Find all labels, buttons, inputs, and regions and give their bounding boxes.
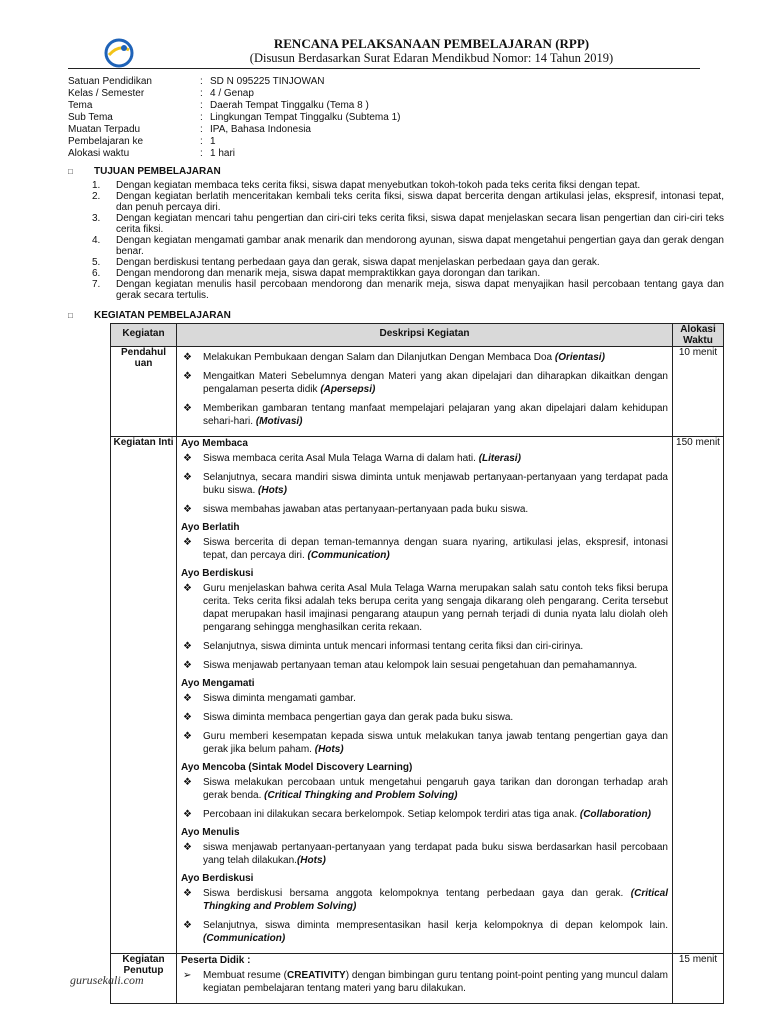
activity-item bbox=[181, 919, 668, 945]
activity-item bbox=[181, 711, 668, 724]
diamond-bullet-icon: ❖ bbox=[183, 641, 192, 652]
tujuan-item bbox=[92, 257, 724, 268]
activity-item-text bbox=[203, 640, 583, 653]
identity-value: Lingkungan Tempat Tinggalku (Subtema 1) bbox=[210, 112, 401, 123]
tujuan-item-text: Dengan berdiskusi tentang perbedaan gaya dan gerak, siswa dapat menjelaskan perbedaan gaya dan gerak. bbox=[116, 257, 600, 268]
identity-row bbox=[68, 100, 708, 112]
activity-item-text bbox=[203, 582, 668, 634]
penutup-description bbox=[177, 954, 673, 1004]
activity-item bbox=[181, 471, 668, 497]
diamond-bullet-icon: ❖ bbox=[183, 472, 192, 483]
tujuan-item bbox=[92, 191, 724, 213]
diamond-bullet-icon: ❖ bbox=[183, 371, 192, 382]
pendahuluan-label: Pendahul uan bbox=[111, 347, 177, 437]
document-subtitle: (Disusun Berdasarkan Surat Edaran Mendikbud Nomor: 14 Tahun 2019) bbox=[249, 51, 614, 65]
activity-item bbox=[181, 841, 668, 867]
kegiatan-heading bbox=[68, 310, 231, 321]
activity-text: Siswa berdiskusi bersama anggota kelompoknya tentang perbedaan gaya dan gerak. bbox=[203, 888, 631, 899]
diamond-bullet-icon: ❖ bbox=[183, 403, 192, 414]
activity-text: Selanjutnya, siswa diminta untuk mencari informasi tentang cerita fiksi dan ciri-cirinya. bbox=[203, 641, 584, 652]
diamond-bullet-icon: ❖ bbox=[183, 504, 192, 515]
activity-text-bold: CREATIVITY bbox=[287, 970, 346, 981]
activity-tag: (Orientasi) bbox=[554, 352, 605, 363]
diamond-bullet-icon: ❖ bbox=[183, 842, 192, 853]
activity-text: Percobaan ini dilakukan secara berkelompok. Setiap kelompok terdiri atas tiga anak. bbox=[203, 809, 580, 820]
header-kegiatan: Kegiatan bbox=[111, 324, 177, 347]
activity-item-text bbox=[203, 536, 668, 562]
activity-tag: (Critical Thingking and Problem Solving) bbox=[203, 888, 668, 912]
activity-item bbox=[181, 370, 668, 396]
activity-tag: (Hots) bbox=[314, 744, 344, 755]
identity-label: Alokasi waktu bbox=[68, 148, 130, 159]
activity-text: Siswa diminta membaca pengertian gaya dan gerak pada buku siswa. bbox=[203, 712, 514, 723]
diamond-bullet-icon: ❖ bbox=[183, 352, 192, 363]
identity-colon: : bbox=[200, 112, 203, 123]
activity-text-post: ) dengan bimbingan guru tentang point-point penting yang muncul dalam kegiatan pembelajaran tentang materi yang baru dilakukan. bbox=[203, 970, 669, 994]
identity-colon: : bbox=[200, 88, 203, 99]
activity-text: Memberikan gambaran tentang manfaat mempelajari pelajaran yang akan dipelajari dalam kehidupan sehari-hari. bbox=[203, 403, 668, 427]
tujuan-item-text: Dengan kegiatan mengamati gambar anak menarik dan mendorong ayunan, siswa dapat mengetahui pengertian gaya dan gerak dengan benar. bbox=[116, 235, 724, 257]
tujuan-item-number: 3. bbox=[92, 213, 101, 224]
diamond-bullet-icon: ❖ bbox=[183, 712, 192, 723]
tujuan-item-text: Dengan kegiatan mencari tahu pengertian dan ciri-ciri teks cerita fiksi, siswa dapat menjelaskan secara lisan pengertian dan ciri-ciri teks cerita fiksi. bbox=[116, 213, 724, 235]
pendahuluan-row bbox=[111, 347, 724, 437]
diamond-bullet-icon: ❖ bbox=[183, 537, 192, 548]
activity-item-text bbox=[203, 776, 668, 802]
header-deskripsi: Deskripsi Kegiatan bbox=[177, 324, 673, 347]
activity-text: Mengaitkan Materi Sebelumnya dengan Materi yang akan dipelajari dan diharapkan dikaitkan dengan pengalaman peserta didik bbox=[203, 371, 668, 395]
document-title: RENCANA PELAKSANAAN PEMBELAJARAN (RPP) bbox=[273, 36, 590, 51]
activity-item bbox=[181, 402, 668, 428]
activity-item bbox=[181, 887, 668, 913]
diamond-bullet-icon: ❖ bbox=[183, 888, 192, 899]
diamond-bullet-icon: ❖ bbox=[183, 809, 192, 820]
pendahuluan-alokasi: 10 menit bbox=[673, 347, 724, 437]
activity-tag: (Communication) bbox=[307, 550, 390, 561]
identity-row bbox=[68, 112, 708, 124]
tujuan-item-number: 4. bbox=[92, 235, 101, 246]
activity-item-text bbox=[203, 730, 668, 756]
activity-item-text bbox=[203, 692, 356, 705]
activity-text: Siswa diminta mengamati gambar. bbox=[203, 693, 356, 704]
activity-group-title: Ayo Menulis bbox=[181, 827, 240, 838]
activity-item-text bbox=[203, 659, 637, 672]
activity-tag: (Critical Thingking and Problem Solving) bbox=[264, 790, 458, 801]
activity-text: Selanjutnya, siswa diminta mempresentasikan hasil kerja kelompoknya di depan kelompok lain. bbox=[203, 920, 668, 931]
tujuan-item-number: 6. bbox=[92, 268, 101, 279]
tujuan-item bbox=[92, 279, 724, 301]
activity-item-text bbox=[203, 887, 668, 913]
activity-item-text bbox=[203, 969, 668, 995]
identity-label: Tema bbox=[68, 100, 93, 111]
tujuan-item bbox=[92, 235, 724, 257]
activity-group-title: Ayo Berdiskusi bbox=[181, 568, 254, 579]
activity-text: Guru menjelaskan bahwa cerita Asal Mula Telaga Warna merupakan salah satu contoh teks fiksi berupa cerita. Teks cerita fiksi adalah teks berupa cerita yang sengaja dikarang oleh pengarang. Cerita tersebut dapat merupakan hasil imajinasi pengarang ataupun yang pernah terjadi di dunia nyata lalu diolah oleh pengarang sehingga menghasilkan cerita rekaan. bbox=[203, 583, 668, 633]
tujuan-item bbox=[92, 268, 724, 279]
tujuan-item-number: 2. bbox=[92, 191, 101, 202]
activity-text: Siswa membaca cerita Asal Mula Telaga Warna di dalam hati. bbox=[203, 453, 479, 464]
tujuan-item-text: Dengan kegiatan menulis hasil percobaan mendorong dan menarik meja, siswa dapat menyajikan hasil percobaan tentang gaya dan gerak secara tertulis. bbox=[116, 279, 724, 301]
inti-label: Kegiatan Inti bbox=[111, 437, 177, 954]
identity-label: Kelas / Semester bbox=[68, 88, 145, 99]
identity-value: 1 bbox=[210, 136, 216, 147]
activity-item-text bbox=[203, 351, 605, 364]
identity-colon: : bbox=[200, 76, 203, 87]
diamond-bullet-icon: ❖ bbox=[183, 453, 192, 464]
diamond-bullet-icon: ❖ bbox=[183, 777, 192, 788]
tujuan-item-text: Dengan mendorong dan menarik meja, siswa dapat mempraktikkan gaya dorongan dan tarikan. bbox=[116, 268, 541, 279]
activity-item bbox=[181, 776, 668, 802]
activity-tag: (Motivasi) bbox=[255, 416, 303, 427]
activity-text-pre: Membuat resume ( bbox=[203, 970, 288, 981]
activity-group-title: Ayo Berlatih bbox=[181, 522, 240, 533]
activity-group-title: Ayo Mengamati bbox=[181, 678, 255, 689]
diamond-bullet-icon: ❖ bbox=[183, 660, 192, 671]
penutup-subheading: Peserta Didik : bbox=[181, 955, 251, 966]
activity-item-text bbox=[203, 402, 668, 428]
arrow-bullet-icon: ➢ bbox=[183, 970, 192, 981]
tujuan-item-number: 7. bbox=[92, 279, 101, 290]
activity-item bbox=[181, 692, 668, 705]
table-header-row bbox=[111, 324, 724, 347]
identity-label: Satuan Pendidikan bbox=[68, 76, 152, 87]
activity-item bbox=[181, 351, 668, 364]
activity-text: Selanjutnya, secara mandiri siswa diminta untuk menjawab pertanyaan-pertanyaan yang terdapat pada buku siswa. bbox=[203, 472, 668, 496]
activity-text: Siswa menjawab pertanyaan teman atau kelompok lain sesuai pengetahuan dan pemahamannya. bbox=[203, 660, 638, 671]
activity-item-text bbox=[203, 711, 513, 724]
tujuan-list bbox=[92, 180, 724, 301]
kegiatan-table bbox=[110, 323, 724, 1004]
activity-item bbox=[181, 582, 668, 634]
activity-item bbox=[181, 808, 668, 821]
activity-group-title: Ayo Membaca bbox=[181, 438, 248, 449]
checkbox-bullet-icon: □ bbox=[68, 167, 73, 176]
activity-tag: (Communication) bbox=[203, 933, 286, 944]
activity-item bbox=[181, 452, 668, 465]
diamond-bullet-icon: ❖ bbox=[183, 920, 192, 931]
activity-item-text bbox=[203, 471, 668, 497]
diamond-bullet-icon: ❖ bbox=[183, 693, 192, 704]
diamond-bullet-icon: ❖ bbox=[183, 583, 192, 594]
identity-label: Muatan Terpadu bbox=[68, 124, 141, 135]
identity-label: Sub Tema bbox=[68, 112, 113, 123]
penutup-alokasi: 15 menit bbox=[673, 954, 724, 1004]
identity-colon: : bbox=[200, 148, 203, 159]
pendahuluan-description bbox=[177, 347, 673, 437]
tujuan-item bbox=[92, 180, 724, 191]
identity-value: Daerah Tempat Tinggalku (Tema 8 ) bbox=[210, 100, 369, 111]
activity-text: Siswa melakukan percobaan untuk mengetahui pengaruh gaya tarikan dan dorongan terhadap arah gerak benda. bbox=[203, 777, 668, 801]
identity-row bbox=[68, 88, 708, 100]
activity-item bbox=[181, 503, 668, 516]
activity-item bbox=[181, 640, 668, 653]
activity-item-text bbox=[203, 919, 668, 945]
activity-item-text bbox=[203, 370, 668, 396]
identity-row bbox=[68, 76, 708, 88]
footer-watermark: gurusekali.com bbox=[70, 973, 144, 987]
activity-item-text bbox=[203, 841, 668, 867]
activity-text: Guru memberi kesempatan kepada siswa untuk melakukan tanya jawab tentang pengertian gaya dan gerak jika belum paham. bbox=[203, 731, 668, 755]
activity-item-text bbox=[203, 503, 528, 516]
tujuan-item-number: 5. bbox=[92, 257, 101, 268]
activity-item bbox=[181, 969, 668, 995]
activity-text: Melakukan Pembukaan dengan Salam dan Dilanjutkan Dengan Membaca Doa bbox=[203, 352, 555, 363]
header-alokasi: Alokasi Waktu bbox=[673, 324, 724, 347]
activity-item bbox=[181, 730, 668, 756]
tujuan-item bbox=[92, 213, 724, 235]
activity-text: siswa menjawab pertanyaan-pertanyaan yang terdapat pada buku siswa berdasarkan hasil percobaan yang telah dilakukan. bbox=[203, 842, 668, 866]
inti-description bbox=[177, 437, 673, 954]
activity-item bbox=[181, 536, 668, 562]
identity-label: Pembelajaran ke bbox=[68, 136, 144, 147]
identity-row bbox=[68, 136, 708, 148]
tujuan-item-number: 1. bbox=[92, 180, 101, 191]
activity-tag: (Hots) bbox=[258, 485, 287, 496]
identity-colon: : bbox=[200, 136, 203, 147]
activity-item-text bbox=[203, 808, 651, 821]
identity-value: 1 hari bbox=[210, 148, 236, 159]
activity-item-text bbox=[203, 452, 521, 465]
activity-item bbox=[181, 659, 668, 672]
tujuan-item-text: Dengan kegiatan berlatih menceritakan kembali teks cerita fiksi, siswa dapat bercerita dengan artikulasi jelas, ekspresif, intonasi tepat, dan penuh percaya diri. bbox=[116, 191, 724, 213]
activity-tag: (Hots) bbox=[296, 855, 326, 866]
identity-value: 4 / Genap bbox=[210, 88, 254, 99]
diamond-bullet-icon: ❖ bbox=[183, 731, 192, 742]
identity-block bbox=[68, 76, 708, 160]
activity-group-title: Ayo Berdiskusi bbox=[181, 873, 254, 884]
activity-tag: (Collaboration) bbox=[579, 809, 651, 820]
identity-colon: : bbox=[200, 124, 203, 135]
inti-alokasi: 150 menit bbox=[673, 437, 724, 954]
identity-value: SD N 095225 TINJOWAN bbox=[210, 76, 325, 87]
tujuan-item-text: Dengan kegiatan membaca teks cerita fiksi, siswa dapat menyebutkan tokoh-tokoh pada teks cerita fiksi dengan tepat. bbox=[116, 180, 641, 191]
activity-text: Siswa bercerita di depan teman-temannya dengan suara nyaring, artikulasi jelas, ekspresif, intonasi tepat, dan percaya diri. bbox=[203, 537, 668, 561]
identity-row bbox=[68, 148, 708, 160]
activity-text: siswa membahas jawaban atas pertanyaan-pertanyaan pada buku siswa. bbox=[203, 504, 529, 515]
activity-tag: (Apersepsi) bbox=[320, 384, 376, 395]
inti-row bbox=[111, 437, 724, 954]
identity-row bbox=[68, 124, 708, 136]
activity-group-title: Ayo Mencoba (Sintak Model Discovery Learning) bbox=[181, 762, 413, 773]
activity-tag: (Literasi) bbox=[478, 453, 521, 464]
tujuan-heading bbox=[68, 166, 221, 177]
checkbox-bullet-icon: □ bbox=[68, 311, 73, 320]
identity-colon: : bbox=[200, 100, 203, 111]
tujuan-title: TUJUAN PEMBELAJARAN bbox=[94, 166, 221, 177]
identity-value: IPA, Bahasa Indonesia bbox=[210, 124, 311, 135]
document-header bbox=[68, 36, 700, 69]
penutup-label: Kegiatan Penutup bbox=[111, 954, 177, 1004]
penutup-row bbox=[111, 954, 724, 1004]
kegiatan-title: KEGIATAN PEMBELAJARAN bbox=[94, 310, 231, 321]
